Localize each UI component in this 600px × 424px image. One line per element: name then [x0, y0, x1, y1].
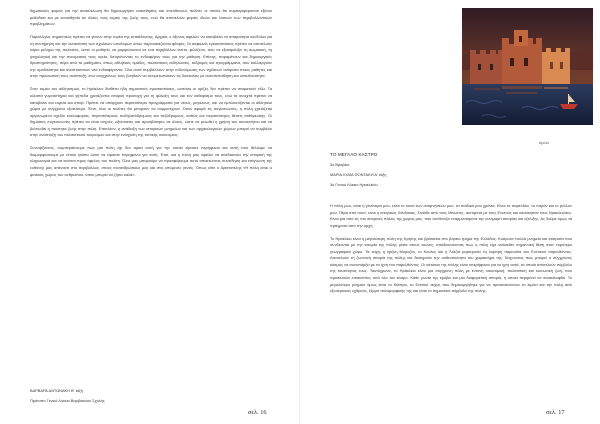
- painting-artwork: [462, 8, 593, 125]
- left-signature: [30, 388, 272, 404]
- author-name: ΜΑΡΙΑ ΛΥΔΙΑ ΦΟΝΤΑΚΗ Α' τάξη: [330, 172, 387, 177]
- article-title: ΤΟ ΜΕΓΑΛΟ ΚΑΣΤΡΟ: [330, 152, 378, 157]
- author-name: ΒΑΡΒΑΡΑ ΑΝΤΩΝΑΚΗ Β' τάξη: [30, 388, 84, 393]
- painting-caption: Αμύλο: [539, 141, 550, 145]
- right-page: [300, 0, 600, 424]
- award-label: 3ο Βραβείο: [330, 162, 350, 167]
- page-number: σελ. 17: [546, 409, 565, 416]
- left-page-text: [30, 8, 272, 178]
- paragraph: Το Ηράκλειο είναι η μεγαλύτερη πόλη της Κρήτης και βρίσκεται στο βόρειο τμήμα της Ελλάδας. Κοσμούν πολλά μνημεία και κτίσματα που συνδέονται με την ιστορία της πόλης μέσα στους αιώνες, αποδεικνύοντας πως η πόλη είχε ανέκαθεν σημαντική θέση στον ευρύτερο γεωγραφικό χώρο. Τα τείχη, η κρήνη Μοροζίνι, το Κούλες και η Λότζια μαρτυρούν τη λαμπρή παρουσία του Ενετικού παρελθόντος. Αποτελούν τη ζωντανή ιστορία της πόλης και διατηρούν την αυθεντικότητα του χαρακτήρα της, δείχνοντας πώς μπορεί ο σύγχρονος κόσμος να συνυπάρξει με τα ίχνη του παρελθόντος. Οι κάτοικοι της πόλης είναι υπερήφανοι για τα ίχνη αυτά, τα οποία αποτελούν σύμβολο της ταυτότητας τους. Ταυτόχρονα, το Ηράκλειο είναι μια σύγχρονη πόλη με έντονη οικονομική, πολιτιστική και κοινωνική ζωή, που προσελκύει επισκέπτες από όλο τον κόσμο. Κάθε γωνιά της κρύβει και μια διαφορετική ιστορία, η οποία περιμένει να ανακαλυφθεί. Το μεγαλύτερο μνημείο όμως είναι το Κάστρο, το Ενετικό τείχος που δημιουργήθηκε για να προστατεύσουν το λιμάνι και την πόλη από εξωτερικούς εχθρούς, ξέρμα πολυμορφικής της και είναι το σημαντικό σύμβολο της πόλης.: [330, 235, 572, 294]
- right-page-text: [330, 203, 572, 295]
- page-number: σελ. 16: [248, 409, 267, 416]
- paragraph: Στον τομέα του αθλητισμού, το Ηράκλειο διαθέτει ήδη σημαντικές εγκαταστάσεις, ωστόσο οι ορίζες δεν πρέπει να σταματούν εδώ. Τα κλειστά γυμναστήρια και γήπεδα χρειάζονται επαρκή προσοχή για τη φύλαξη τους και τον καθαρισμό τους, ενώ τα ανοιχτά πρέπει να καταβάλει και ευρεία και σπορ. Πρέπει να υπάρχουν περισσότερα προγράμματα για νέους, μεγάλους, και να εμπλουτίζονται οι αθλητικοί χώροι με σύγχρονο εξοπλισμό. Έτσι, όλοι οι πολίτες θα μπορούν να συμμετέχουν. Όσον αφορά τις συγκοινωνίες, η πόλη χρειάζεται οργανωμένο σχέδιο κυκλοφορίας, περισσότερους ποδηλατόδρομους και πεζόδρομους, καθώς και περισσότερες θέσεις στάθμευσης. Οι δημόσιες συγκοινωνίες πρέπει να είναι συχνές, αξιόπιστες και προσβάσιμες σε όλους, ώστε να μειωθεί η χρήση του αυτοκινήτου και να βελτιωθεί η ποιότητα ζωής στην πόλη. Επιπλέον, η ανάδειξη των ιστορικών μνημείων και των αρχαιολογικών χώρων μπορεί να συμβάλει στην ανάπτυξη του πολιτιστικού τουρισμού και στην ενίσχυση της τοπικής οικονομίας.: [30, 86, 272, 138]
- right-page-header: [330, 152, 572, 187]
- paragraph: Παράλληλα, σημαντικός πρέπει να γίνουν στην τομέα της εκπαίδευσης. Αρχικά, ο άξονας αφελών να καταβάλει τα απαραίτητα κονδύλια για τη συντήρηση και την ανακαίνιση των σχολικών υποδομών όπου παρουσιάζονται φθορές. Οι ασφαλείς εγκαταστάσεις πρέπει να αποτελούν κύριο μέλημα της πολιτείας, ώστε οι μαθητές να μορφώνονται σε ένα περιβάλλον άνετο, φιλόξενο, που να εξασφαλίζει τη σωματική, τη ψυχολογική και την πνευματική τους υγεία, διευρύνοντας το ενδιαφέρον τους για την μάθηση. Επίσης, παραμένουν και δημιουργικές δραστηριότητες, πέρα από τα μαθήματα, όπως αθλητικές ομάδες, πολιτιστικές εκδηλώσεις, εκδρομές και προγράμματα, που καλλιεργούν την ομαδικότητα και αναπτύσσουν νέα ενδιαφέροντα. Όλα αυτά συμβάλλουν στην ενδυνάμωση των σχέσεων ανάμεσα στους μαθητές και στην προσωπική τους ανάπτυξη, ενώ συγχρόνως τους βοηθούν να αντιμετωπίσουν τις δυσκολίες με αυτοπεποίθηση και υπευθυνότητα.: [30, 34, 272, 79]
- paragraph: δημοτικούς φορείς για την ανακύκλωση θα δημιουργήσει ευαισθησίες και υπεύθυνους πολίτες οι οποίοι θα συμπεριφέρονται εξίσου μεθοδικά και με ευαισθησία σε όλους τους τομείς της ζωής τους, ενώ θα αποτελούν φορείς ιδεών και λύσεων των περιβαλλοντικών προβλημάτων.: [30, 8, 272, 27]
- school-name: 3ο Γενικό Λύκειο Ηρακλείου: [330, 182, 378, 187]
- painting-image: [462, 8, 593, 125]
- paragraph: Συνοψίζοντας, συμπεραίνουμε πως μία πόλη όχι δεν αρκεί αυτή για την οποία είμαστε περήφανοι και αυτή που θέλουμε να διαμορφώσουμε με τέτοιο τρόπο ώστε να είμαστε περήφανοι για αυτή. Έτσι, και η πόλη μας οφείλει να αναδεικνύει την ιστορική της κληρονομιά και να κινείται προς όφελος του πολίτη. Όλοι μας μπορούμε να προσφέρουμε αυτό αποκτώντας συνείδηση και επίγνωση της ευθύνης μας απέναντι στο περιβάλλον, στους συνανθρώπους μας και στις επόμενες γενιές. Όπως είπε ο Αριστοτέλης «Η πόλη είναι ο φυσικός χώρος του ανθρώπου, όπου μπορεί να ζήσει καλά».: [30, 145, 272, 177]
- school-name: Πρότυπο Γενικό Λύκειο Βαρβακείου Σχολής: [30, 398, 105, 403]
- paragraph: Η πόλη μου, είναι η γενέτειρά μου, είναι το κουτί των αναμνήσεών μου, τα παιδικά μου χρόνια. Είναι το παρελθόν, το παρόν και το μέλλον μου. Πέρα από αυτό, είναι η ιστορικός Χάνδακας, Σινιάδε από τους Μινωίτες, αυτόματα με τους Ενετούς και κατοίκησαν τους Ηρακλειώτες. Είναι μία από τις πιο ιστορικές πόλεις της χώρας μας, που συνδυάζει εναρμονισμένα την ουνιμαρτί ιστορίας και εξέλιξης. Ας δούμε όμως τα πράγματα από την αρχή.: [330, 203, 572, 228]
